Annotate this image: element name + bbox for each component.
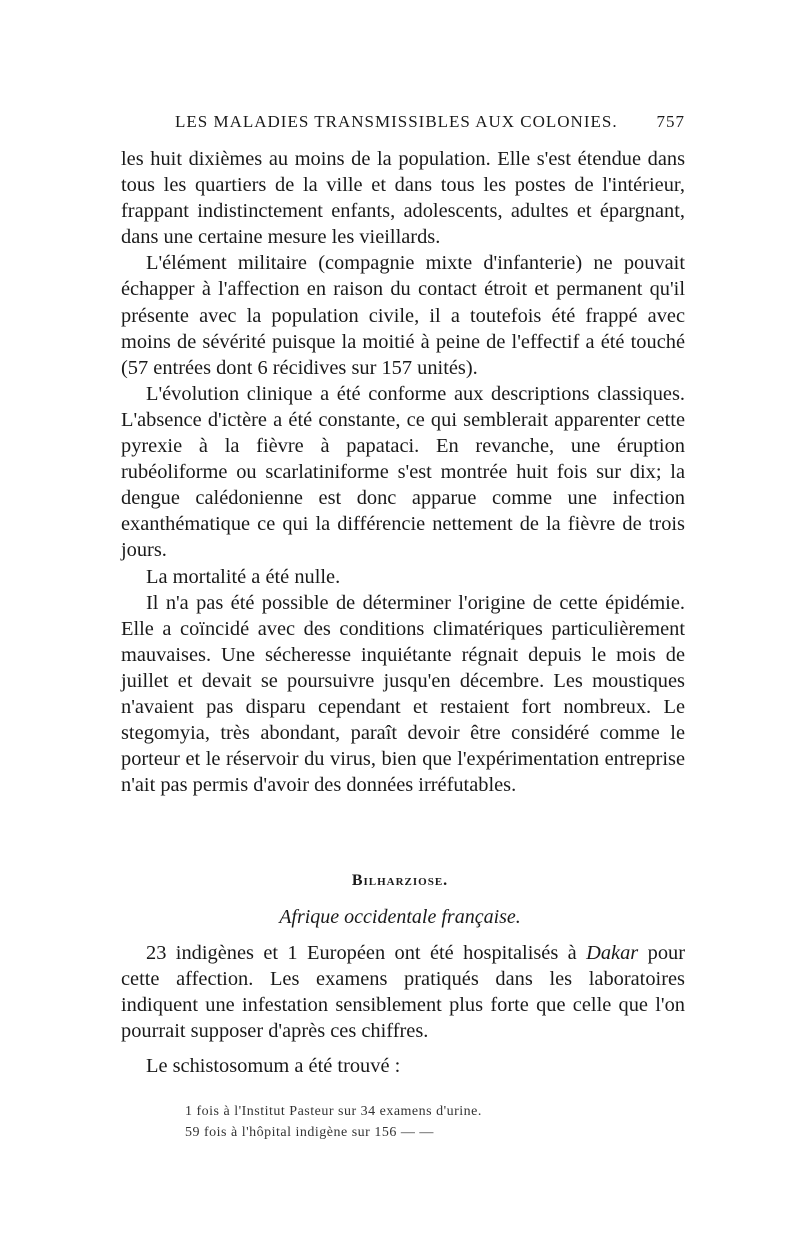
body-text-top	[121, 146, 685, 798]
paragraph-4: La mortalité a été nulle.	[146, 565, 341, 588]
page-number: 757	[656, 112, 685, 131]
running-title: LES MALADIES TRANSMISSIBLES AUX COLONIES.	[175, 112, 618, 131]
paragraph-hospitalized-start: 23 indigènes et 1 Européen ont été hospitalisés à	[146, 942, 587, 964]
paragraph-2: L'élément militaire (compagnie mixte d'infanterie) ne pouvait échapper à l'affection en raison du contact étroit et permanent qu'il présente avec la population civile, il a toutefois été frappé avec moins de sévérité puisque la moitié à peine de l'effectif a été touché (57 entrées dont 6 récidives sur 157 unités).	[121, 252, 685, 379]
list-item: 59 fois à l'hôpital indigène sur 156 — —	[185, 1125, 434, 1140]
list-item: 1 fois à l'Institut Pasteur sur 34 examens d'urine.	[185, 1104, 482, 1119]
running-header	[175, 112, 685, 132]
paragraph-1: les huit dixièmes au moins de la population. Elle s'est étendue dans tous les quartiers de la ville et dans tous les postes de l'intérieur, frappant indistinctement enfants, adolescents, adultes et épargnant, dans une certaine mesure les vieillards.	[121, 148, 685, 249]
results-list	[185, 1101, 605, 1143]
paragraph-schistosomum: Le schistosomum a été trouvé :	[146, 1055, 401, 1078]
place-name: Dakar	[586, 942, 639, 964]
paragraph-3: L'évolution clinique a été conforme aux descriptions classiques. L'absence d'ictère a été constante, ce qui semblerait apparenter cette pyrexie à la fièvre à papataci. En revanche, une éruption rubéoliforme ou scarlatiniforme s'est montrée huit fois sur dix; la dengue calédonienne est donc apparue comme une infection exanthématique ce qui la différencie nettement de la fièvre de trois jours.	[121, 382, 685, 562]
subsection-title: Afrique occidentale française.	[279, 906, 521, 928]
paragraph-hospitalized	[121, 940, 685, 1044]
paragraph-5: Il n'a pas été possible de déterminer l'origine de cette épidémie. Elle a coïncidé avec des conditions climatériques particulièrement mauvaises. Une sécheresse inquiétante régnait depuis le mois de juillet et devait se poursuivre jusqu'en décembre. Les moustiques n'avaient pas disparu cependant et restaient fort nombreux. Le stegomyia, très abondant, paraît devoir être considéré comme le porteur et le réservoir du virus, bien que l'expérimentation entreprise n'ait pas permis d'avoir des données irréfutables.	[121, 591, 685, 797]
body-text-bottom	[121, 940, 685, 1079]
section-title: Bilharziose.	[351, 872, 449, 889]
paragraph-hospitalized-end: pour cette affection. Les examens pratiqués dans les laboratoires indiquent une infestation sensiblement plus forte que celle que l'on pourrait supposer d'après ces chiffres.	[121, 942, 686, 1043]
